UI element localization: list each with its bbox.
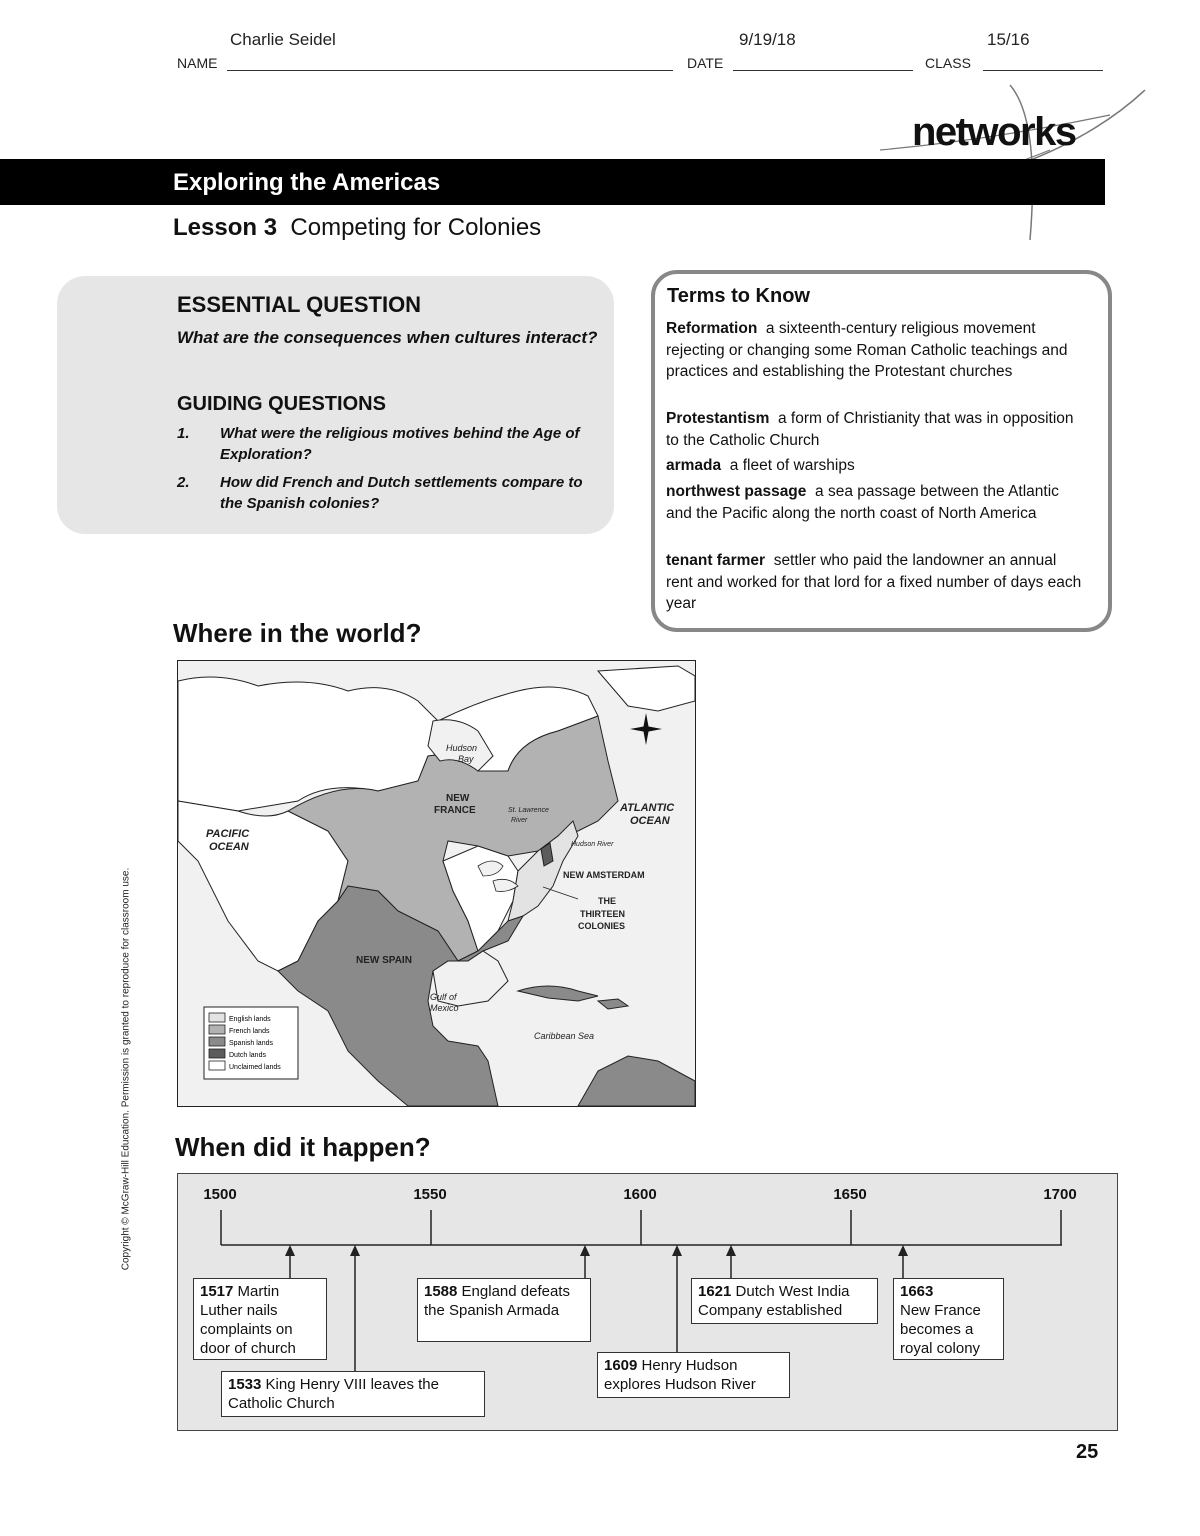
timeline-event bbox=[193, 1278, 327, 1360]
atlantic-ocean-label: OCEAN bbox=[630, 815, 670, 827]
term-definition: a fleet of warships bbox=[729, 457, 855, 474]
new-spain-label: NEW SPAIN bbox=[356, 955, 412, 966]
date-label: DATE bbox=[687, 55, 724, 71]
timeline-year-label: 1700 bbox=[1043, 1186, 1077, 1203]
copyright-notice: Copyright © McGraw-Hill Education. Permission is granted to reproduce for classroom use. bbox=[120, 867, 132, 1271]
event-text: England defeats the Spanish Armada bbox=[424, 1283, 570, 1319]
new-france-label: FRANCE bbox=[434, 805, 476, 816]
hudson-bay-label: Bay bbox=[458, 754, 474, 764]
term-word: northwest passage bbox=[666, 483, 807, 500]
term-word: Protestantism bbox=[666, 410, 770, 427]
legend-label: Dutch lands bbox=[229, 1052, 266, 1059]
event-year: 1588 bbox=[424, 1283, 458, 1300]
class-label: CLASS bbox=[925, 55, 971, 71]
timeline-year-label: 1650 bbox=[833, 1186, 867, 1203]
thirteen-colonies-label: THIRTEEN bbox=[580, 909, 625, 919]
atlantic-ocean-label: ATLANTIC bbox=[620, 802, 675, 814]
event-year: 1609 bbox=[604, 1357, 638, 1374]
term-definition: a form of Christianity that was in opposition to the Catholic Church bbox=[666, 410, 1074, 449]
st-lawrence-river-label: River bbox=[511, 817, 528, 824]
event-text: New France becomes a royal colony bbox=[900, 1302, 981, 1357]
timeline-event bbox=[221, 1371, 485, 1417]
thirteen-colonies-label: COLONIES bbox=[578, 921, 626, 931]
term-word: armada bbox=[666, 457, 722, 474]
timeline-event bbox=[893, 1278, 1004, 1360]
legend-label: Spanish lands bbox=[229, 1040, 273, 1047]
event-text: Martin Luther nails complaints on door of church bbox=[200, 1283, 296, 1357]
name-label: NAME bbox=[177, 55, 218, 71]
timeline-event bbox=[691, 1278, 878, 1324]
when-did-it-happen-heading: When did it happen? bbox=[175, 1132, 431, 1162]
term-definition: a sea passage between the Atlantic and the Pacific along the north coast of North America bbox=[666, 483, 1059, 522]
caribbean-sea-label: Caribbean Sea bbox=[534, 1031, 595, 1041]
gulf-of-mexico-label: Mexico bbox=[430, 1003, 459, 1013]
guiding-question-number: 2. bbox=[177, 474, 190, 491]
new-france-label: NEW bbox=[446, 793, 470, 804]
lesson-title: Competing for Colonies bbox=[290, 214, 542, 241]
term-definition: a sixteenth-century religious movement rejecting or changing some Roman Catholic teachings and practices and establishing the Protestant churches bbox=[666, 320, 1068, 380]
guiding-questions-heading: GUIDING QUESTIONS bbox=[177, 393, 386, 415]
hudson-river-label: Hudson River bbox=[571, 841, 614, 848]
lesson-number: Lesson 3 bbox=[173, 214, 278, 241]
pacific-ocean-label: OCEAN bbox=[209, 841, 249, 853]
guiding-question-text: What were the religious motives behind the Age of Exploration? bbox=[220, 425, 580, 463]
event-year: 1621 bbox=[698, 1283, 732, 1300]
event-year: 1533 bbox=[228, 1376, 262, 1393]
guiding-question-text: How did French and Dutch settlements compare to the Spanish colonies? bbox=[220, 474, 583, 512]
event-year: 1663 bbox=[900, 1283, 934, 1300]
event-text: Dutch West India Company established bbox=[698, 1283, 850, 1319]
st-lawrence-river-label: St. Lawrence bbox=[508, 807, 549, 814]
new-amsterdam-label: NEW AMSTERDAM bbox=[563, 870, 645, 880]
legend-label: Unclaimed lands bbox=[229, 1064, 281, 1071]
timeline-year-label: 1500 bbox=[203, 1186, 237, 1203]
class-value: 15/16 bbox=[987, 30, 1030, 49]
thirteen-colonies-label: THE bbox=[598, 896, 616, 906]
pacific-ocean-label: PACIFIC bbox=[206, 828, 250, 840]
page-number: 25 bbox=[1076, 1441, 1099, 1463]
timeline-event bbox=[417, 1278, 591, 1342]
timeline-event bbox=[597, 1352, 790, 1398]
where-in-the-world-heading: Where in the world? bbox=[173, 618, 422, 648]
date-value: 9/19/18 bbox=[739, 30, 796, 49]
timeline-year-label: 1600 bbox=[623, 1186, 657, 1203]
hudson-bay-label: Hudson bbox=[446, 743, 478, 753]
essential-question-text: What are the consequences when cultures interact? bbox=[177, 328, 598, 347]
gulf-of-mexico-label: Gulf of bbox=[430, 992, 457, 1002]
terms-to-know-title: Terms to Know bbox=[667, 285, 810, 307]
chapter-title: Exploring the Americas bbox=[173, 169, 441, 196]
term-definition: settler who paid the landowner an annual rent and worked for that lord for a fixed number of days each year bbox=[666, 552, 1082, 612]
timeline-year-label: 1550 bbox=[413, 1186, 447, 1203]
legend-label: French lands bbox=[229, 1028, 270, 1035]
guiding-question-number: 1. bbox=[177, 425, 190, 442]
legend-label: English lands bbox=[229, 1016, 271, 1023]
term-word: tenant farmer bbox=[666, 552, 766, 569]
event-text: King Henry VIII leaves the Catholic Church bbox=[228, 1376, 439, 1412]
event-text: Henry Hudson explores Hudson River bbox=[604, 1357, 756, 1393]
networks-logo: networks bbox=[912, 110, 1076, 154]
essential-question-heading: ESSENTIAL QUESTION bbox=[177, 292, 422, 317]
name-value: Charlie Seidel bbox=[230, 30, 336, 49]
term-word: Reformation bbox=[666, 320, 758, 337]
event-year: 1517 bbox=[200, 1283, 234, 1300]
